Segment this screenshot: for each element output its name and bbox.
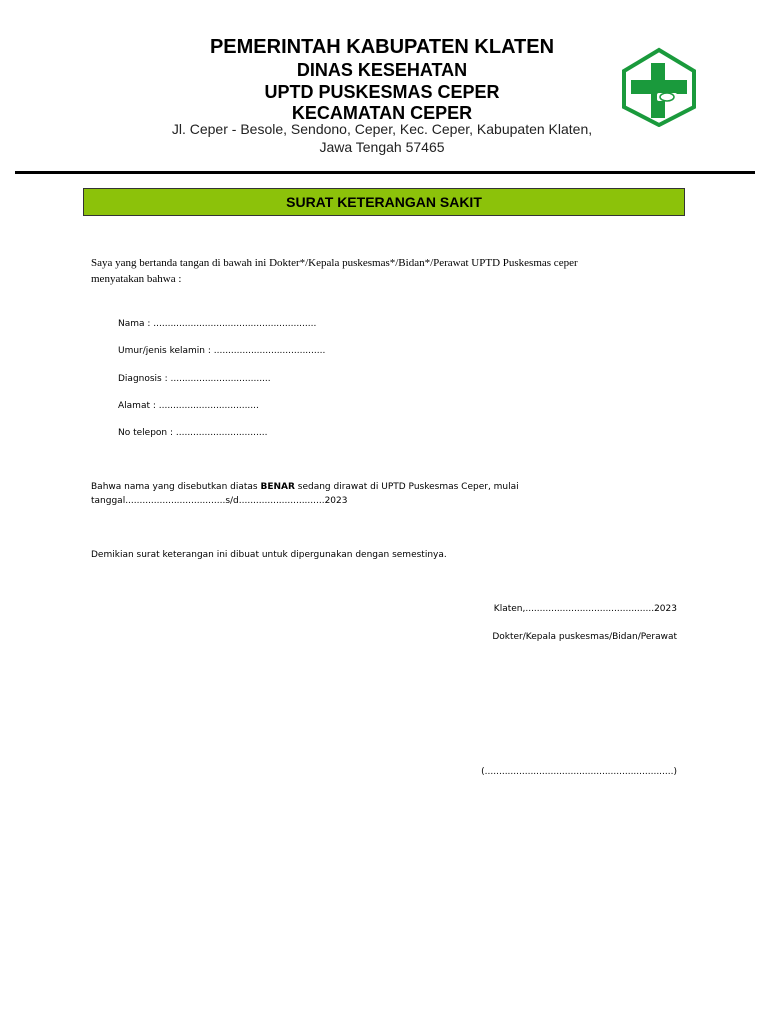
field-address: Alamat : ................................... — [118, 401, 259, 411]
unit-name: UPTD PUSKESMAS CEPER — [264, 82, 500, 102]
field-name: Nama : ......................................................... — [118, 319, 317, 329]
address-line-1: Jl. Ceper - Besole, Sendono, Ceper, Kec. Ceper, Kabupaten Klaten, — [171, 121, 593, 137]
intro-line-2: menyatakan bahwa : — [91, 273, 182, 285]
letter-title: SURAT KETERANGAN SAKIT — [286, 194, 482, 210]
signatory-role: Dokter/Kepala puskesmas/Bidan/Perawat — [492, 632, 677, 642]
signature-name-line: (..................................................................) — [481, 767, 677, 777]
statement-text-b: sedang dirawat di UPTD Puskesmas Ceper, mulai — [294, 482, 519, 492]
field-age-gender: Umur/jenis kelamin : ....................................... — [118, 346, 326, 356]
letterhead — [0, 0, 768, 180]
header-divider — [15, 171, 755, 174]
statement-emphasis: BENAR — [260, 482, 295, 492]
department-name: DINAS KESEHATAN — [296, 60, 468, 80]
closing-statement: Demikian surat keterangan ini dibuat untuk dipergunakan dengan semestinya. — [91, 550, 447, 560]
statement-line-1 — [91, 482, 519, 492]
statement-line-2: tanggal...................................s/d..............................2023 — [91, 496, 348, 506]
government-name: PEMERINTAH KABUPATEN KLATEN — [209, 36, 555, 58]
intro-line-1: Saya yang bertanda tangan di bawah ini Dokter*/Kepala puskesmas*/Bidan*/Perawat UPTD Puskesmas ceper — [91, 257, 578, 269]
place-date: Klaten,.............................................2023 — [493, 604, 677, 614]
statement-text-a: Bahwa nama yang disebutkan diatas — [91, 482, 261, 492]
field-diagnosis: Diagnosis : ................................... — [118, 374, 271, 384]
address-line-2: Jawa Tengah 57465 — [319, 139, 445, 155]
puskesmas-logo-icon — [621, 47, 697, 127]
title-banner — [83, 188, 685, 216]
district-name: KECAMATAN CEPER — [291, 103, 473, 123]
field-phone: No telepon : ................................ — [118, 428, 268, 438]
